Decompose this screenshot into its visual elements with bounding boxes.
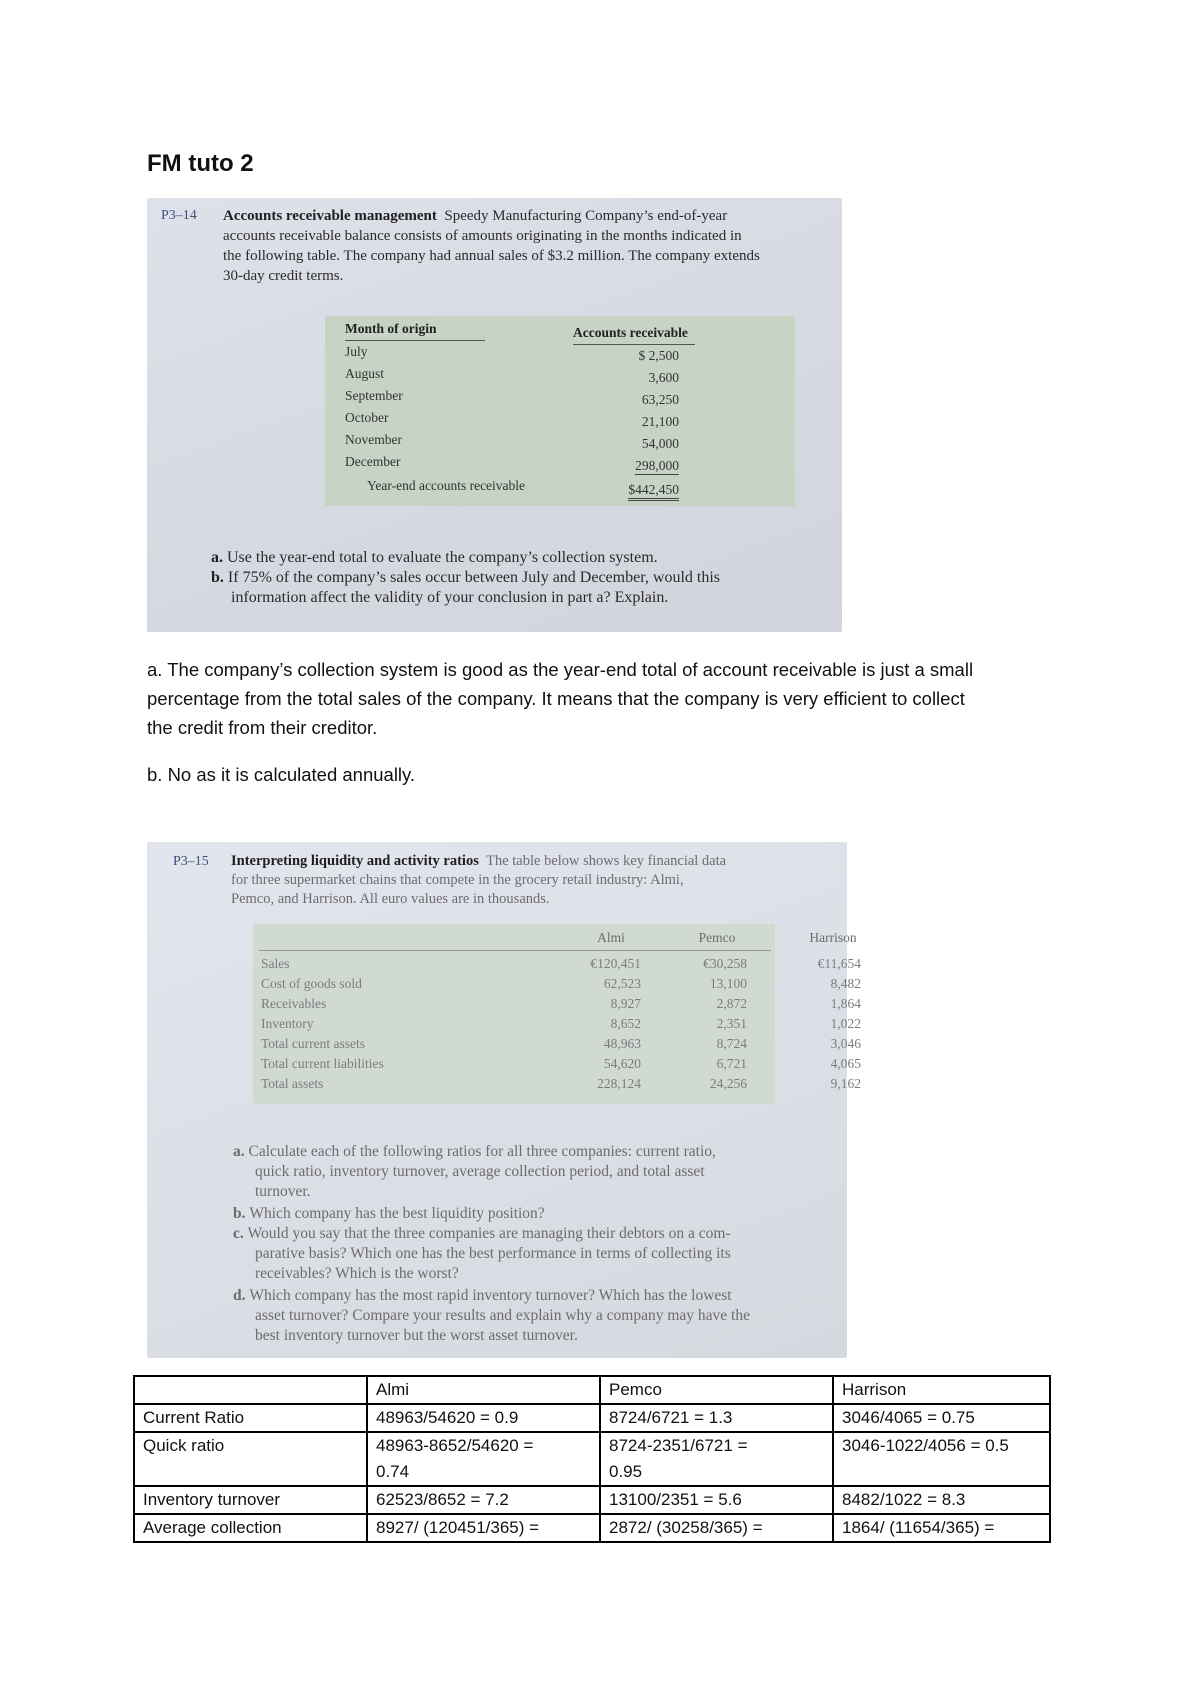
col-header-harrison: Harrison bbox=[809, 930, 857, 945]
financial-row-label: Inventory bbox=[261, 1016, 314, 1031]
table-row bbox=[134, 1432, 1050, 1486]
ratio-cell-line: 62523/8652 = 7.2 bbox=[376, 1490, 509, 1509]
table-header-cell: Harrison bbox=[833, 1376, 1050, 1404]
ratio-cell-line: 0.74 bbox=[376, 1462, 410, 1481]
ratio-cell-harrison bbox=[833, 1514, 1050, 1542]
ratio-cell-pemco bbox=[600, 1514, 833, 1542]
total-label: Year-end accounts receivable bbox=[367, 478, 526, 493]
financial-row-label: Total assets bbox=[261, 1076, 324, 1091]
financial-cell: 3,046 bbox=[830, 1036, 861, 1051]
ratio-cell-line: 13100/2351 = 5.6 bbox=[609, 1490, 742, 1509]
problem-intro bbox=[223, 206, 760, 286]
financial-row-label: Sales bbox=[261, 956, 290, 971]
amount-cell: 63,250 bbox=[641, 392, 679, 407]
ratio-cell-almi bbox=[367, 1514, 600, 1542]
table-row bbox=[134, 1514, 1050, 1542]
ratio-cell-line: 8724/6721 = 1.3 bbox=[609, 1408, 733, 1427]
header-rule bbox=[259, 950, 771, 951]
financial-cell: 24,256 bbox=[709, 1076, 747, 1091]
ratio-cell-almi bbox=[367, 1432, 600, 1486]
total-value: $442,450 bbox=[628, 482, 679, 501]
ratio-cell-line: 48963/54620 = 0.9 bbox=[376, 1408, 519, 1427]
answer-a bbox=[147, 655, 973, 742]
month-cell: August bbox=[345, 366, 385, 381]
ratio-cell-line: 3046/4065 = 0.75 bbox=[842, 1408, 975, 1427]
problem-heading: Interpreting liquidity and activity ratios bbox=[231, 853, 479, 869]
ratio-label: Current Ratio bbox=[134, 1404, 367, 1432]
ratio-answer-table bbox=[133, 1375, 1051, 1543]
question-d: d. Which company has the most rapid inventory turnover? Which has the lowest asset turnover? Compare your results and explain why a company may have the best inventory turnover but the worst asset turnover. bbox=[233, 1287, 750, 1344]
ratio-cell-line: 3046-1022/4056 = 0.5 bbox=[842, 1436, 1009, 1455]
financial-cell: 9,162 bbox=[830, 1076, 861, 1091]
ratio-label: Quick ratio bbox=[134, 1432, 367, 1486]
financial-cell: 4,065 bbox=[830, 1056, 861, 1071]
financial-cell: 1,022 bbox=[830, 1016, 861, 1031]
ratio-cell-pemco bbox=[600, 1432, 833, 1486]
financial-row-label: Receivables bbox=[261, 996, 327, 1011]
amount-cell: 3,600 bbox=[648, 370, 679, 385]
answer-line: a. The company’s collection system is good as the year-end total of account receivable is just a small bbox=[147, 659, 974, 680]
financial-row-label: Total current assets bbox=[261, 1036, 366, 1051]
answer-b: b. No as it is calculated annually. bbox=[147, 764, 416, 785]
table-row bbox=[134, 1486, 1050, 1514]
question-c: c. Would you say that the three companies are managing their debtors on a com- parative basis? Which one has the best performance in terms of collecting its receivables? Which is the worst? bbox=[233, 1225, 731, 1282]
financial-cell: 2,351 bbox=[716, 1016, 747, 1031]
financial-cell: 2,872 bbox=[716, 996, 747, 1011]
intro-line: Pemco, and Harrison. All euro values are in thousands. bbox=[231, 891, 550, 907]
ratio-cell-harrison bbox=[833, 1404, 1050, 1432]
ratio-cell-almi bbox=[367, 1404, 600, 1432]
ratio-cell-harrison bbox=[833, 1486, 1050, 1514]
receivables-table bbox=[325, 316, 795, 506]
header-rule bbox=[345, 340, 485, 341]
question-a: a. Calculate each of the following ratios for all three companies: current ratio, quick ratio, inventory turnover, average collection period, and total asset turnover. bbox=[233, 1143, 716, 1200]
intro-line: the following table. The company had annual sales of $3.2 million. The company extends bbox=[223, 248, 760, 264]
financial-cell: 228,124 bbox=[597, 1076, 641, 1091]
financial-cell: €11,654 bbox=[817, 956, 861, 971]
ratio-label: Average collection bbox=[134, 1514, 367, 1542]
month-cell: July bbox=[345, 344, 368, 359]
financial-cell: €30,258 bbox=[703, 956, 747, 971]
amount-cell: 298,000 bbox=[635, 458, 679, 473]
financial-cell: 48,963 bbox=[603, 1036, 641, 1051]
ratio-cell-pemco bbox=[600, 1404, 833, 1432]
ratio-cell-pemco bbox=[600, 1486, 833, 1514]
table-header-cell: Almi bbox=[367, 1376, 600, 1404]
page-title: FM tuto 2 bbox=[147, 150, 254, 177]
ratio-cell-harrison bbox=[833, 1432, 1050, 1486]
col-header-amount: Accounts receivable bbox=[573, 325, 688, 340]
month-cell: September bbox=[345, 388, 403, 403]
financial-row-label: Total current liabilities bbox=[261, 1056, 384, 1071]
financial-cell: 13,100 bbox=[709, 976, 747, 991]
answer-line: the credit from their creditor. bbox=[147, 717, 378, 738]
ratio-cell-almi bbox=[367, 1486, 600, 1514]
problem-p3-14-image bbox=[147, 198, 842, 632]
amount-cell: 54,000 bbox=[641, 436, 679, 451]
financial-cell: 1,864 bbox=[830, 996, 861, 1011]
problem-number: P3–14 bbox=[161, 208, 197, 223]
table-header-cell bbox=[134, 1376, 367, 1404]
problem-intro bbox=[231, 852, 726, 909]
ratio-cell-line: 8927/ (120451/365) = bbox=[376, 1518, 540, 1537]
intro-line: accounts receivable balance consists of amounts originating in the months indicated in bbox=[223, 228, 742, 244]
ratio-cell-line: 48963-8652/54620 = bbox=[376, 1436, 534, 1455]
ratio-cell-line: 8724-2351/6721 = bbox=[609, 1436, 748, 1455]
amount-cell: $ 2,500 bbox=[638, 348, 679, 363]
financial-cell: 54,620 bbox=[603, 1056, 641, 1071]
month-cell: December bbox=[345, 454, 401, 469]
financial-cell: 8,927 bbox=[610, 996, 641, 1011]
header-rule bbox=[573, 344, 695, 345]
financial-cell: 8,724 bbox=[716, 1036, 747, 1051]
intro-line: The table below shows key financial data bbox=[486, 853, 727, 869]
intro-line: for three supermarket chains that compete in the grocery retail industry: Almi, bbox=[231, 872, 684, 888]
intro-line: 30-day credit terms. bbox=[223, 268, 344, 284]
intro-line: Speedy Manufacturing Company’s end-of-year bbox=[444, 208, 728, 224]
problem-p3-15-image bbox=[147, 842, 861, 1358]
question-b: b. Which company has the best liquidity position? bbox=[233, 1205, 545, 1222]
financial-cell: 62,523 bbox=[603, 976, 641, 991]
financial-cell: 8,652 bbox=[610, 1016, 641, 1031]
table-row bbox=[134, 1404, 1050, 1432]
financial-cell: €120,451 bbox=[590, 956, 641, 971]
question-a: a. Use the year-end total to evaluate the company’s collection system. bbox=[211, 549, 658, 566]
financial-data-table bbox=[253, 924, 861, 1104]
ratio-label: Inventory turnover bbox=[134, 1486, 367, 1514]
ratio-cell-line: 1864/ (11654/365) = bbox=[842, 1518, 995, 1537]
ratio-cell-line: 8482/1022 = 8.3 bbox=[842, 1490, 966, 1509]
col-header-pemco: Pemco bbox=[698, 930, 736, 945]
col-header-almi: Almi bbox=[597, 930, 625, 945]
financial-cell: 6,721 bbox=[716, 1056, 747, 1071]
problem-number: P3–15 bbox=[173, 854, 209, 869]
problem-heading: Accounts receivable management bbox=[223, 208, 437, 224]
table-header-row bbox=[134, 1376, 1050, 1404]
amount-cell: 21,100 bbox=[641, 414, 679, 429]
month-cell: November bbox=[345, 432, 402, 447]
answer-line: percentage from the total sales of the company. It means that the company is very efficient to collect bbox=[147, 688, 965, 709]
ratio-cell-line: 0.95 bbox=[609, 1462, 643, 1481]
col-header-month: Month of origin bbox=[345, 321, 437, 336]
ratio-cell-line: 2872/ (30258/365) = bbox=[609, 1518, 763, 1537]
table-header-cell: Pemco bbox=[600, 1376, 833, 1404]
month-cell: October bbox=[345, 410, 389, 425]
financial-cell: 8,482 bbox=[830, 976, 861, 991]
financial-row-label: Cost of goods sold bbox=[261, 976, 362, 991]
question-b: b. If 75% of the company’s sales occur between July and December, would this information affect the validity of your conclusion in part a? Explain. bbox=[211, 569, 721, 606]
